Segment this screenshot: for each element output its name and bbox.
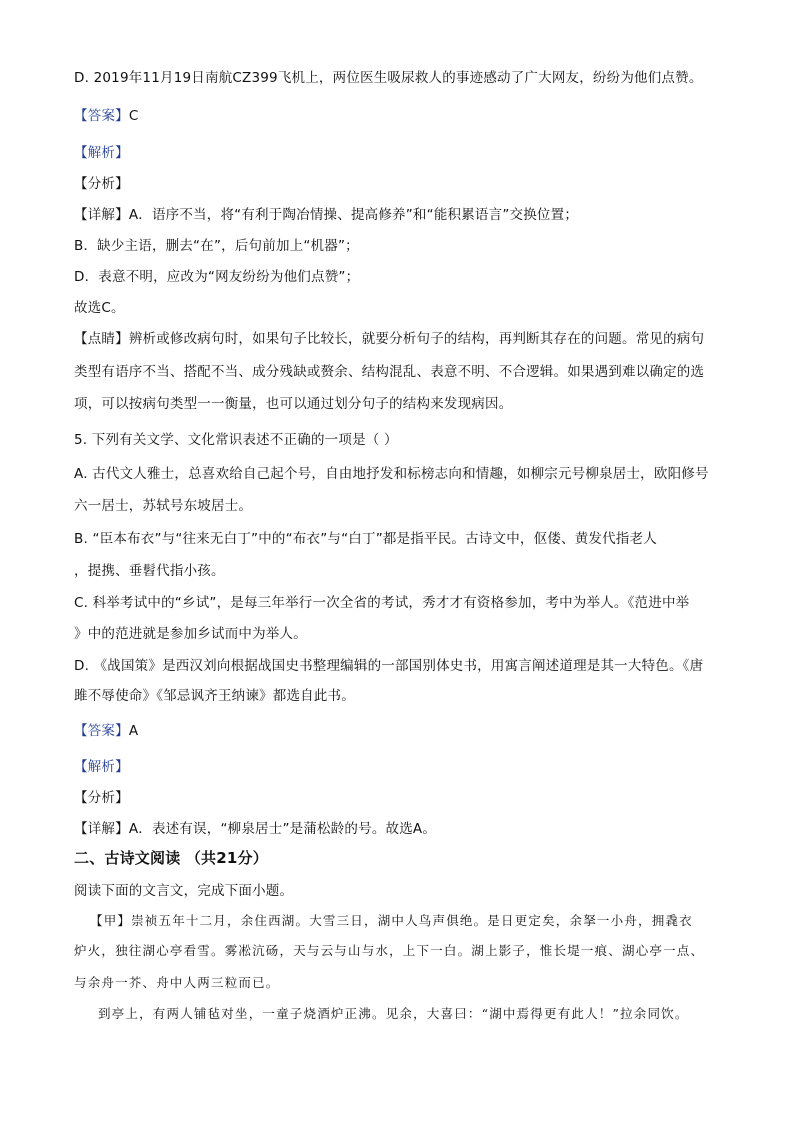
passage-jia-line1: 【甲】崇祯五年十二月，余住西湖。大雪三日，湖中人鸟声俱绝。是日更定矣，余拏一小舟，拥毳衣 — [90, 913, 693, 928]
dianjing-tag: 【点睛】 — [74, 331, 129, 347]
q4-answer — [74, 104, 138, 124]
q5-option-c-line1: C. 科举考试中的“乡试”，是每三年举行一次全省的考试，秀才才有资格参加，考中为举人。《范进中举 — [74, 595, 690, 611]
q5-fenxi-tag: 【分析】 — [74, 790, 129, 806]
q4-dianjing-2: 类型有语序不当、搭配不当、成分残缺或赘余、结构混乱、表意不明、不合逻辑。如果遇到难以确定的选 — [74, 364, 705, 380]
q5-option-b-line1: B. “臣本布衣”与“往来无白丁”中的“布衣”与“白丁”都是指平民。古诗文中，伛偻、黄发代指老人 — [74, 531, 657, 547]
q5-option-a-line2: 六一居士，苏轼号东坡居士。 — [74, 498, 253, 514]
section-instruction: 阅读下面的文言文，完成下面小题。 — [74, 883, 294, 899]
q5-option-a-line1: A. 古代文人雅士，总喜欢给自己起个号，自由地抒发和标榜志向和情趣，如柳宗元号柳泉居士，欧阳修号 — [74, 466, 709, 482]
q5-option-c-line2: 》中的范进就是参加乡试而中为举人。 — [74, 626, 307, 642]
xiangjie-tag: 【详解】 — [74, 207, 129, 223]
q4-dianjing-3: 项，可以按病句类型一一衡量，也可以通过划分句子的结构来发现病因。 — [74, 396, 513, 412]
q4-xiangjie-a: 【详解】A．语序不当，将“有利于陶冶情操、提高修养”和“能积累语言”交换位置； — [74, 207, 579, 223]
q5-option-d-line1: D. 《战国策》是西汉刘向根据战国史书整理编辑的一部国别体史书，用寓言阐述道理是其一大特色。《唐 — [74, 658, 704, 674]
section-heading: 二、古诗文阅读 （共21分） — [74, 849, 268, 867]
q4-xiangjie-d: D．表意不明，应改为“网友纷纷为他们点赞”； — [74, 269, 360, 285]
answer-value: A — [128, 723, 139, 739]
q5-xiangjie: 【详解】A．表述有误，“柳泉居士”是蒲松龄的号。故选A。 — [74, 821, 437, 837]
answer-tag: 【答案】 — [74, 108, 129, 124]
q4-xiangjie-b: B．缺少主语，删去“在”，后句前加上“机器”； — [74, 238, 359, 254]
answer-value: C — [128, 108, 139, 124]
passage-jia-line4: 到亭上，有两人铺毡对坐，一童子烧酒炉正沸。见余，大喜曰：“湖中焉得更有此人！”拉余同饮。 — [98, 1006, 689, 1021]
q4-conclusion: 故选C。 — [74, 300, 125, 316]
passage-jia-line3: 与余舟一芥、舟中人两三粒而已。 — [74, 975, 280, 990]
q5-jiexi-tag: 【解析】 — [74, 759, 129, 775]
answer-tag: 【答案】 — [74, 723, 129, 739]
passage-jia-line2: 炉火，独往湖心亭看雪。雾凇沆砀，天与云与山与水，上下一白。湖上影子，惟长堤一痕、湖心亭一点、 — [74, 943, 705, 958]
q4-jiexi-tag: 【解析】 — [74, 145, 129, 161]
q4-option-d: D. 2019年11月19日南航CZ399飞机上，两位医生吸尿救人的事迹感动了广大网友，纷纷为他们点赞。 — [74, 70, 703, 86]
q4-fenxi-tag: 【分析】 — [74, 176, 129, 192]
q5-stem: 5. 下列有关文学、文化常识表述不正确的一项是（ ） — [74, 432, 398, 448]
xiangjie-tag: 【详解】 — [74, 821, 129, 837]
q5-option-d-line2: 雎不辱使命》《邹忌讽齐王纳谏》都选自此书。 — [74, 688, 355, 704]
q4-dianjing-1: 【点睛】辨析或修改病句时，如果句子比较长，就要分析句子的结构，再判断其存在的问题。常见的病句 — [74, 331, 705, 347]
q5-option-b-line2: ，提携、垂髫代指小孩。 — [74, 563, 225, 579]
q5-answer — [74, 719, 138, 739]
